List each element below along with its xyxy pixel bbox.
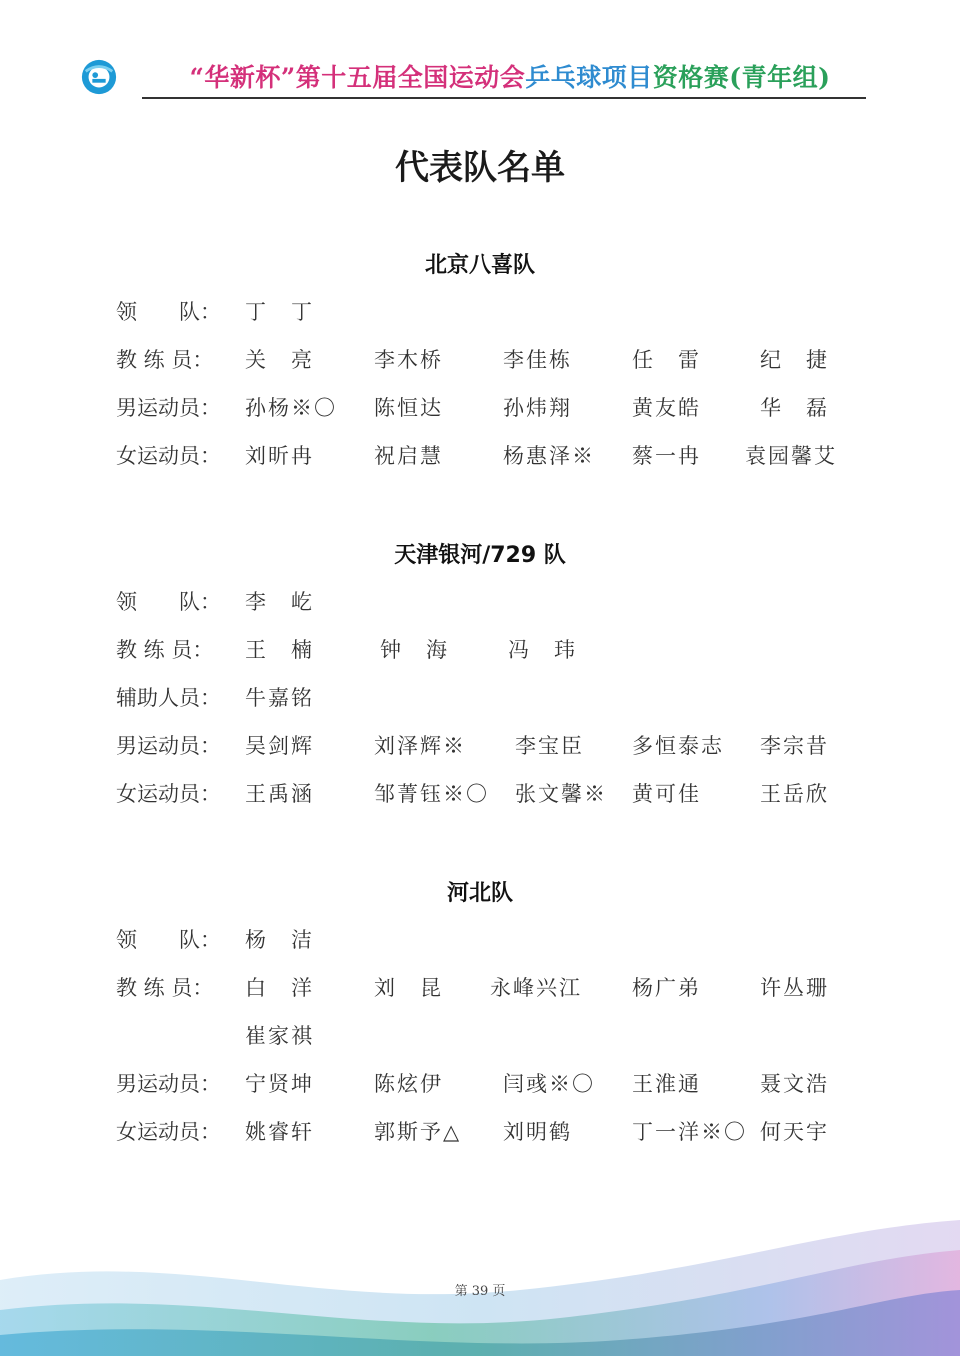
team-row <box>0 296 960 330</box>
team-row <box>0 972 960 1006</box>
page-title: 代表队名单 <box>395 148 565 188</box>
member-name: 永峰兴江 <box>490 976 582 1000</box>
member-name: 蔡一冉 <box>632 444 701 468</box>
role-label: 女运动员： <box>116 782 221 806</box>
role-label: 教 练 员： <box>116 638 214 662</box>
member-name: 刘泽辉※ <box>374 734 466 758</box>
role-label: 教 练 员： <box>116 348 214 372</box>
role-label: 教 练 员： <box>116 976 214 1000</box>
role-label: 女运动员： <box>116 1120 221 1144</box>
role-label: 辅助人员： <box>116 686 221 710</box>
team-row <box>0 1020 960 1054</box>
member-name: 黄友皓 <box>632 396 701 420</box>
member-name: 袁园馨艾 <box>745 444 837 468</box>
member-name: 李 屹 <box>245 590 314 614</box>
member-name: 王淮通 <box>632 1072 701 1096</box>
member-name: 刘 昆 <box>374 976 443 1000</box>
header-divider <box>142 97 866 99</box>
team-row <box>0 440 960 474</box>
member-name: 李木桥 <box>374 348 443 372</box>
member-name: 孙杨※〇 <box>245 396 337 420</box>
header-title-part3: 资格赛(青年组) <box>652 63 831 92</box>
member-name: 刘明鹤 <box>503 1120 572 1144</box>
role-label: 男运动员： <box>116 1072 221 1096</box>
member-name: 李佳栋 <box>503 348 572 372</box>
member-name: 杨广弟 <box>632 976 701 1000</box>
member-name: 丁 丁 <box>245 300 314 324</box>
member-name: 多恒泰志 <box>632 734 724 758</box>
games-logo-icon <box>80 58 118 96</box>
member-name: 王禹涵 <box>245 782 314 806</box>
role-label: 领 队： <box>116 300 221 324</box>
member-name: 姚睿轩 <box>245 1120 314 1144</box>
member-name: 王 楠 <box>245 638 314 662</box>
team-row <box>0 924 960 958</box>
member-name: 陈炫伊 <box>374 1072 443 1096</box>
member-name: 黄可佳 <box>632 782 701 806</box>
member-name: 关 亮 <box>245 348 314 372</box>
team-row <box>0 778 960 812</box>
member-name: 任 雷 <box>632 348 701 372</box>
member-name: 杨 洁 <box>245 928 314 952</box>
member-name: 许丛珊 <box>760 976 829 1000</box>
role-label: 男运动员： <box>116 734 221 758</box>
member-name: 聂文浩 <box>760 1072 829 1096</box>
page-header <box>0 0 960 110</box>
member-name: 闫彧※〇 <box>503 1072 595 1096</box>
member-name: 牛嘉铭 <box>245 686 314 710</box>
role-label: 女运动员： <box>116 444 221 468</box>
member-name: 纪 捷 <box>760 348 829 372</box>
member-name: 祝启慧 <box>374 444 443 468</box>
team-row <box>0 1116 960 1150</box>
team-row <box>0 344 960 378</box>
member-name: 冯 玮 <box>508 638 577 662</box>
header-title-part1: “华新杯”第十五届全国运动会 <box>189 63 526 92</box>
team-name: 天津银河/729 队 <box>394 543 566 568</box>
team-row <box>0 634 960 668</box>
member-name: 丁一洋※〇 <box>632 1120 747 1144</box>
team-row <box>0 730 960 764</box>
team-row <box>0 682 960 716</box>
member-name: 钟 海 <box>380 638 449 662</box>
member-name: 王岳欣 <box>760 782 829 806</box>
member-name: 李宝臣 <box>515 734 584 758</box>
member-name: 郭斯予△ <box>374 1120 462 1144</box>
member-name: 张文馨※ <box>515 782 607 806</box>
member-name: 何天宇 <box>760 1120 829 1144</box>
member-name: 宁贤坤 <box>245 1072 314 1096</box>
member-name: 李宗昔 <box>760 734 829 758</box>
team-name: 北京八喜队 <box>424 253 535 278</box>
member-name: 吴剑辉 <box>245 734 314 758</box>
member-name: 孙炜翔 <box>503 396 572 420</box>
member-name: 华 磊 <box>760 396 829 420</box>
member-name: 杨惠泽※ <box>503 444 595 468</box>
member-name: 刘昕冉 <box>245 444 314 468</box>
member-name: 陈恒达 <box>374 396 443 420</box>
team-name: 河北队 <box>446 881 513 906</box>
role-label: 领 队： <box>116 590 221 614</box>
role-label: 男运动员： <box>116 396 221 420</box>
member-name: 崔家祺 <box>245 1024 314 1048</box>
header-title <box>170 58 850 94</box>
role-label: 领 队： <box>116 928 221 952</box>
footer-wave-decoration <box>0 1190 960 1356</box>
member-name: 白 洋 <box>245 976 314 1000</box>
team-row <box>0 1068 960 1102</box>
header-title-part2: 乒乓球项目 <box>525 63 653 92</box>
team-row <box>0 392 960 426</box>
page-number: 第 39 页 <box>454 1284 506 1299</box>
team-row <box>0 586 960 620</box>
member-name: 邹菁钰※〇 <box>374 782 489 806</box>
